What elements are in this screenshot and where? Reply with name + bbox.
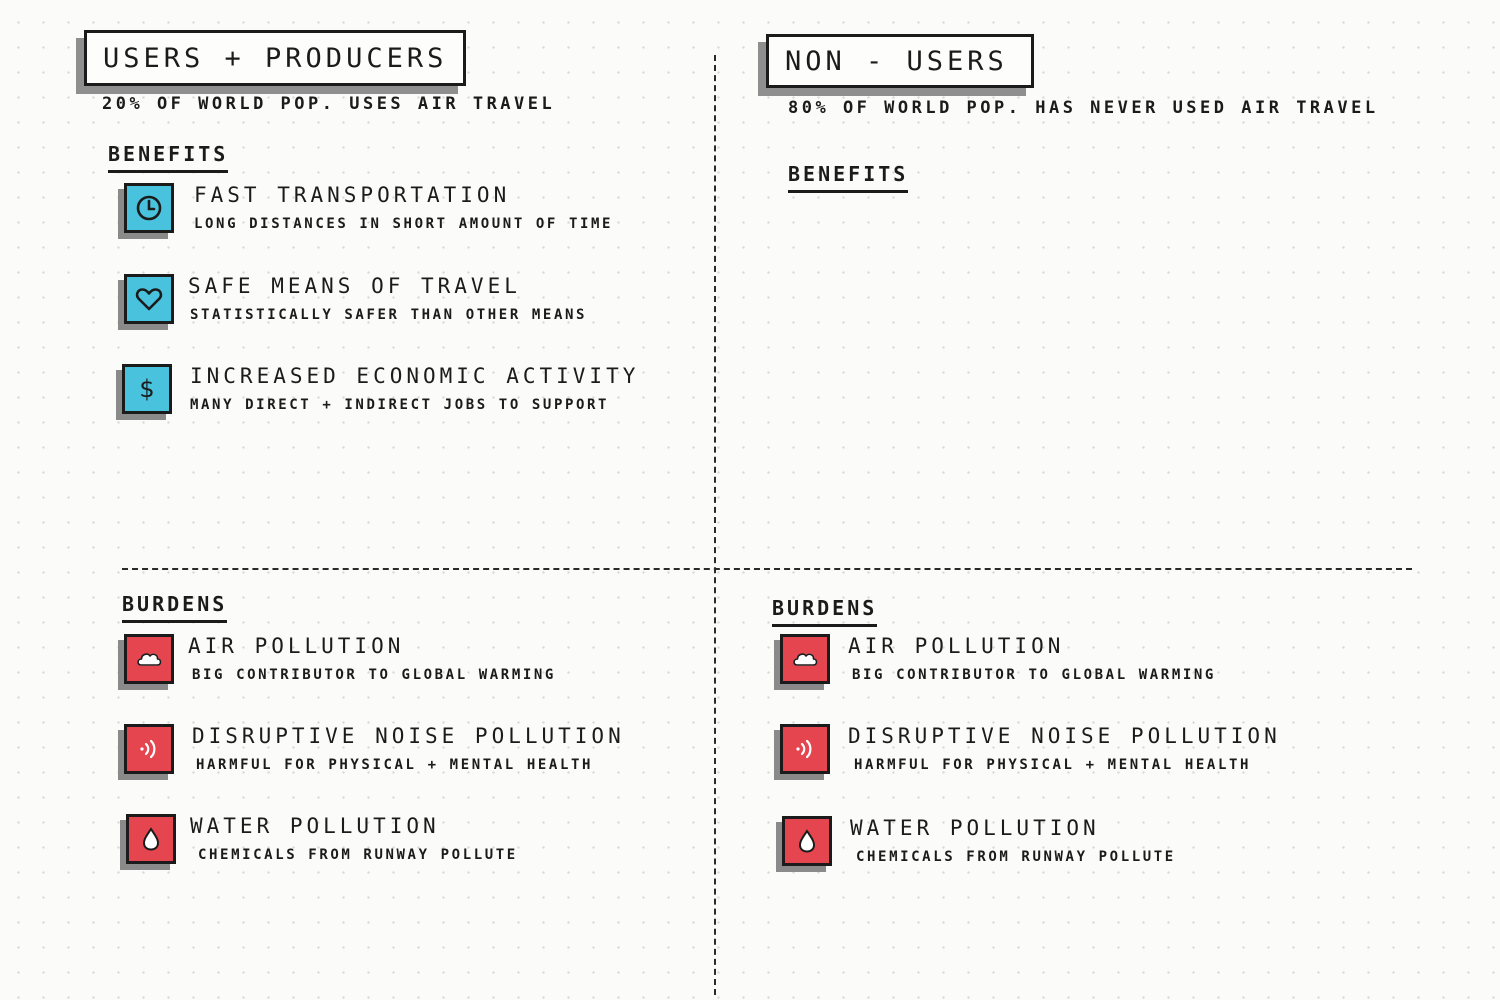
burden-desc: BIG CONTRIBUTOR TO GLOBAL WARMING <box>852 667 1216 683</box>
svg-text:$: $ <box>139 375 155 403</box>
benefit-title: FAST TRANSPORTATION <box>194 183 511 207</box>
non-users-subtitle: 80% OF WORLD POP. HAS NEVER USED AIR TRAVEL <box>788 98 1379 118</box>
burden-item <box>782 816 1402 876</box>
heart-icon <box>124 274 174 324</box>
water-drop-icon <box>126 814 176 864</box>
burden-item <box>124 724 704 784</box>
benefit-item <box>124 183 704 243</box>
burden-title: WATER POLLUTION <box>190 814 440 838</box>
clock-icon <box>124 183 174 233</box>
benefit-item <box>122 364 702 424</box>
burden-desc: HARMFUL FOR PHYSICAL + MENTAL HEALTH <box>196 757 594 773</box>
benefit-title: INCREASED ECONOMIC ACTIVITY <box>190 364 640 388</box>
burden-title: WATER POLLUTION <box>850 816 1100 840</box>
benefit-desc: STATISTICALLY SAFER THAN OTHER MEANS <box>190 307 588 323</box>
users-producers-title: USERS + PRODUCERS <box>103 42 448 74</box>
users-producers-title-box <box>84 30 466 86</box>
water-drop-icon <box>782 816 832 866</box>
burden-desc: BIG CONTRIBUTOR TO GLOBAL WARMING <box>192 667 556 683</box>
cloud-icon <box>780 634 830 684</box>
burden-title: DISRUPTIVE NOISE POLLUTION <box>848 724 1281 748</box>
sound-waves-icon <box>780 724 830 774</box>
non-users-benefits-heading: BENEFITS <box>788 162 908 193</box>
burden-desc: CHEMICALS FROM RUNWAY POLLUTE <box>198 847 518 863</box>
burden-desc: CHEMICALS FROM RUNWAY POLLUTE <box>856 849 1176 865</box>
benefit-desc: LONG DISTANCES IN SHORT AMOUNT OF TIME <box>194 216 614 232</box>
burden-title: AIR POLLUTION <box>848 634 1065 658</box>
burden-item <box>780 634 1400 694</box>
benefit-desc: MANY DIRECT + INDIRECT JOBS TO SUPPORT <box>190 397 610 413</box>
burden-desc: HARMFUL FOR PHYSICAL + MENTAL HEALTH <box>854 757 1252 773</box>
horizontal-divider <box>122 568 1412 570</box>
dollar-icon <box>122 364 172 414</box>
benefit-item <box>124 274 704 334</box>
vertical-divider <box>714 55 716 995</box>
burden-item <box>780 724 1400 784</box>
users-producers-subtitle: 20% OF WORLD POP. USES AIR TRAVEL <box>102 94 556 114</box>
non-users-burdens-heading: BURDENS <box>772 596 877 627</box>
burden-item <box>124 634 704 694</box>
users-benefits-heading: BENEFITS <box>108 142 228 173</box>
non-users-title: NON - USERS <box>785 45 1008 77</box>
cloud-icon <box>124 634 174 684</box>
burden-title: AIR POLLUTION <box>188 634 405 658</box>
non-users-title-box <box>766 34 1034 88</box>
burden-item <box>126 814 706 874</box>
sound-waves-icon <box>124 724 174 774</box>
burden-title: DISRUPTIVE NOISE POLLUTION <box>192 724 625 748</box>
benefit-title: SAFE MEANS OF TRAVEL <box>188 274 521 298</box>
users-burdens-heading: BURDENS <box>122 592 227 623</box>
